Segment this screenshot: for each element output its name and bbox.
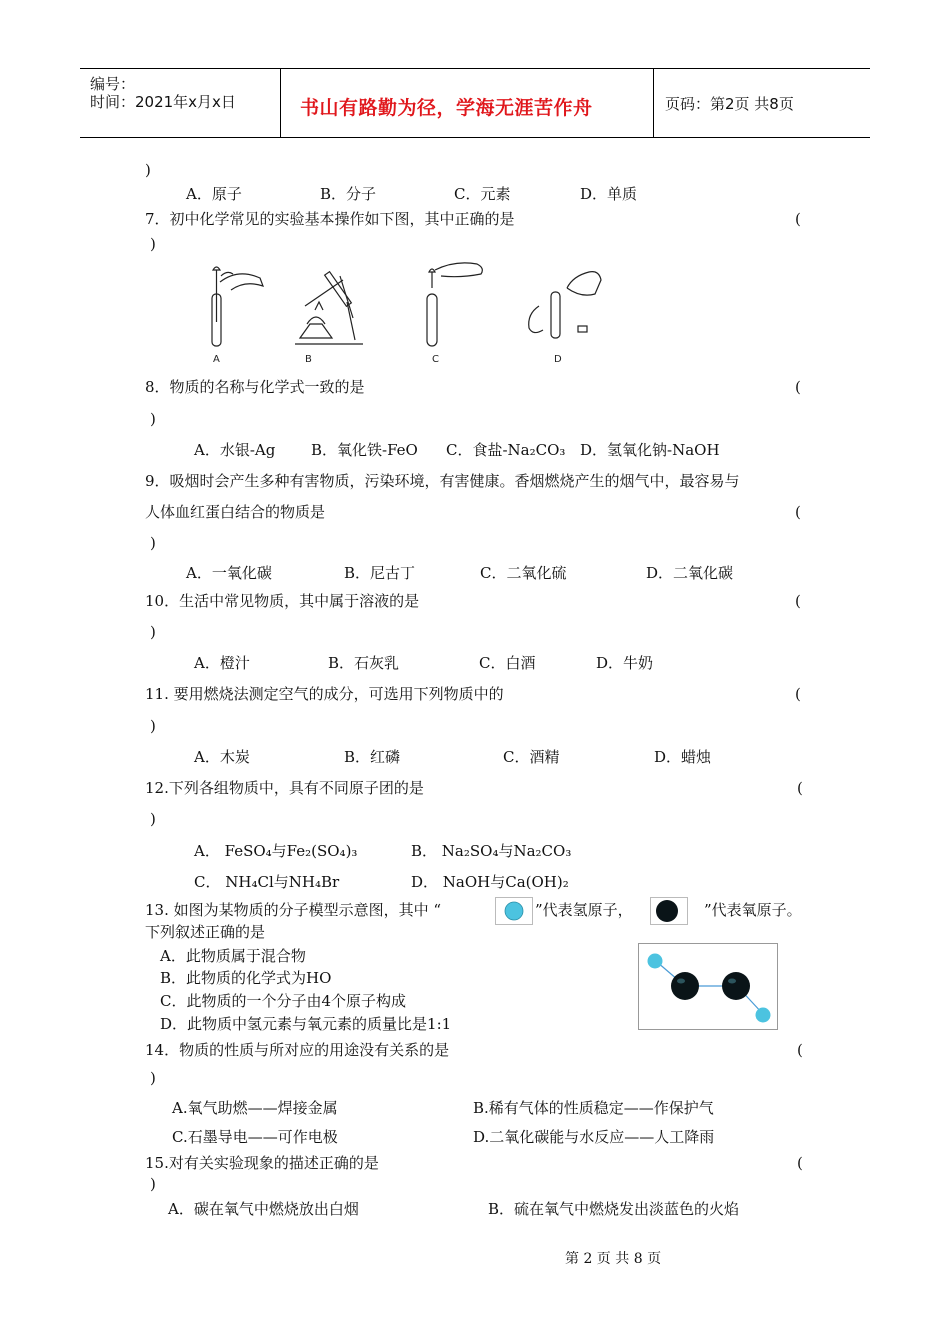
q10-stem: 10．生活中常见物质，其中属于溶液的是 xyxy=(145,592,420,610)
q13-stem-part1: 13. 如图为某物质的分子模型示意图，其中 “ xyxy=(145,901,442,919)
q15-paren-open: ( xyxy=(797,1154,803,1172)
q7-paren-open: ( xyxy=(795,210,801,228)
q12-paren-close: ) xyxy=(150,810,156,828)
q15-stem: 15.对有关实验现象的描述正确的是 xyxy=(145,1154,379,1172)
q8-stem: 8．物质的名称与化学式一致的是 xyxy=(145,378,365,396)
q13-stem-part3: ”代表氧原子。 xyxy=(704,901,802,919)
q8-paren-open: ( xyxy=(795,378,801,396)
time-label: 时间：2021年x月x日 xyxy=(90,93,236,111)
q8-option-a: A．水银-Ag xyxy=(194,441,276,459)
q14-option-c: C.石墨导电——可作电极 xyxy=(172,1128,338,1146)
q10-paren-close: ) xyxy=(150,623,156,641)
q9-paren-open: ( xyxy=(795,503,801,521)
q15-paren-close: ) xyxy=(150,1175,156,1193)
molecule-oxygen-atom-2 xyxy=(722,972,750,1000)
q13-option-b: B．此物质的化学式为HO xyxy=(160,969,332,987)
fig-label-a: A xyxy=(213,354,220,365)
number-label: 编号： xyxy=(90,75,136,93)
q11-option-d: D．蜡烛 xyxy=(654,748,712,766)
q12-option-c: C． NH₄Cl与NH₄Br xyxy=(194,873,340,891)
page-label: 页码：第2页 共8页 xyxy=(665,95,794,113)
q14-paren-close: ) xyxy=(150,1069,156,1087)
oxygen-legend-box xyxy=(650,897,688,925)
header-divider-left xyxy=(280,69,281,137)
q14-stem: 14．物质的性质与所对应的用途没有关系的是 xyxy=(145,1041,450,1059)
q11-paren-open: ( xyxy=(795,685,801,703)
q14-option-d: D.二氧化碳能与水反应——人工降雨 xyxy=(473,1128,715,1146)
q13-option-c: C．此物质的一个分子由4个原子构成 xyxy=(160,992,407,1010)
q8-option-b: B．氧化铁-FeO xyxy=(311,441,418,459)
q7-paren-close: ) xyxy=(150,235,156,253)
fig-label-c: C xyxy=(432,354,439,365)
q9-option-c: C．二氧化硫 xyxy=(480,564,567,582)
molecule-oxygen-atom-1 xyxy=(671,972,699,1000)
q6-option-a: A．原子 xyxy=(186,185,242,203)
molecule-hydrogen-atom-2 xyxy=(756,1008,771,1023)
page-header xyxy=(80,68,870,138)
q10-option-d: D．牛奶 xyxy=(596,654,654,672)
header-motto: 书山有路勤为径，学海无涯苦作舟 xyxy=(300,97,593,119)
q6-option-d: D．单质 xyxy=(580,185,638,203)
q12-option-a: A． FeSO₄与Fe₂(SO₄)₃ xyxy=(194,842,358,860)
hydrogen-atom-icon xyxy=(505,902,523,920)
q12-paren-open: ( xyxy=(797,779,803,797)
q10-option-a: A．橙汁 xyxy=(194,654,250,672)
molecule-hydrogen-atom-1 xyxy=(648,954,663,969)
q6-option-c: C．元素 xyxy=(454,185,511,203)
q14-option-a: A.氧气助燃——焊接金属 xyxy=(172,1099,338,1117)
q9-option-a: A．一氧化碳 xyxy=(186,564,272,582)
figure-b-heating-setup xyxy=(295,272,363,344)
q11-paren-close: ) xyxy=(150,717,156,735)
q13-option-a: A．此物质属于混合物 xyxy=(160,947,306,965)
q11-option-c: C．酒精 xyxy=(503,748,560,766)
hydrogen-legend-box xyxy=(495,897,533,925)
q6-option-b: B．分子 xyxy=(320,185,377,203)
q12-option-b: B． Na₂SO₄与Na₂CO₃ xyxy=(411,842,572,860)
q8-option-c: C．食盐-Na₂CO₃ xyxy=(446,441,566,459)
q13-option-d: D．此物质中氢元素与氧元素的质量比是1:1 xyxy=(160,1015,452,1033)
q13-stem-line2: 下列叙述正确的是 xyxy=(145,923,266,941)
q9-stem-line1: 9．吸烟时会产生多种有害物质，污染环境，有害健康。香烟燃烧产生的烟气中，最容易与 xyxy=(145,472,740,490)
q9-option-b: B．尼古丁 xyxy=(344,564,416,582)
q15-option-a: A．碳在氧气中燃烧放出白烟 xyxy=(168,1200,359,1218)
molecule-model-figure xyxy=(638,943,778,1030)
q15-option-b: B．硫在氧气中燃烧发出淡蓝色的火焰 xyxy=(488,1200,740,1218)
q12-stem: 12.下列各组物质中，具有不同原子团的是 xyxy=(145,779,424,797)
q13-stem-part2: ”代表氢原子， xyxy=(535,901,633,919)
q10-option-c: C．白酒 xyxy=(479,654,536,672)
q9-stem-line2: 人体血红蛋白结合的物质是 xyxy=(145,503,326,521)
figure-d-pouring-liquid xyxy=(529,272,601,338)
q7-stem: 7．初中化学常见的实验基本操作如下图，其中正确的是 xyxy=(145,210,515,228)
q14-paren-open: ( xyxy=(797,1041,803,1059)
q6-paren-close: ) xyxy=(145,161,151,179)
q11-option-a: A．木炭 xyxy=(194,748,250,766)
q14-option-b: B.稀有气体的性质稳定——作保护气 xyxy=(473,1099,714,1117)
q8-option-d: D．氢氧化钠-NaOH xyxy=(580,441,720,459)
q9-paren-close: ) xyxy=(150,534,156,552)
q10-option-b: B．石灰乳 xyxy=(328,654,400,672)
q11-stem: 11. 要用燃烧法测定空气的成分，可选用下列物质中的 xyxy=(145,685,504,703)
q9-option-d: D．二氧化碳 xyxy=(646,564,734,582)
q11-option-b: B．红磷 xyxy=(344,748,401,766)
header-divider-right xyxy=(653,69,654,137)
oxygen-atom-icon xyxy=(656,900,678,922)
fig-label-d: D xyxy=(554,354,562,365)
figure-a-dropper-into-tube xyxy=(212,267,263,346)
q10-paren-open: ( xyxy=(795,592,801,610)
figure-c-dropper-above-tube xyxy=(427,263,482,346)
q7-lab-figure xyxy=(195,262,615,367)
q8-paren-close: ) xyxy=(150,410,156,428)
fig-label-b: B xyxy=(305,354,312,365)
q12-option-d: D． NaOH与Ca(OH)₂ xyxy=(411,873,569,891)
page-footer: 第 2 页 共 8 页 xyxy=(565,1251,662,1267)
